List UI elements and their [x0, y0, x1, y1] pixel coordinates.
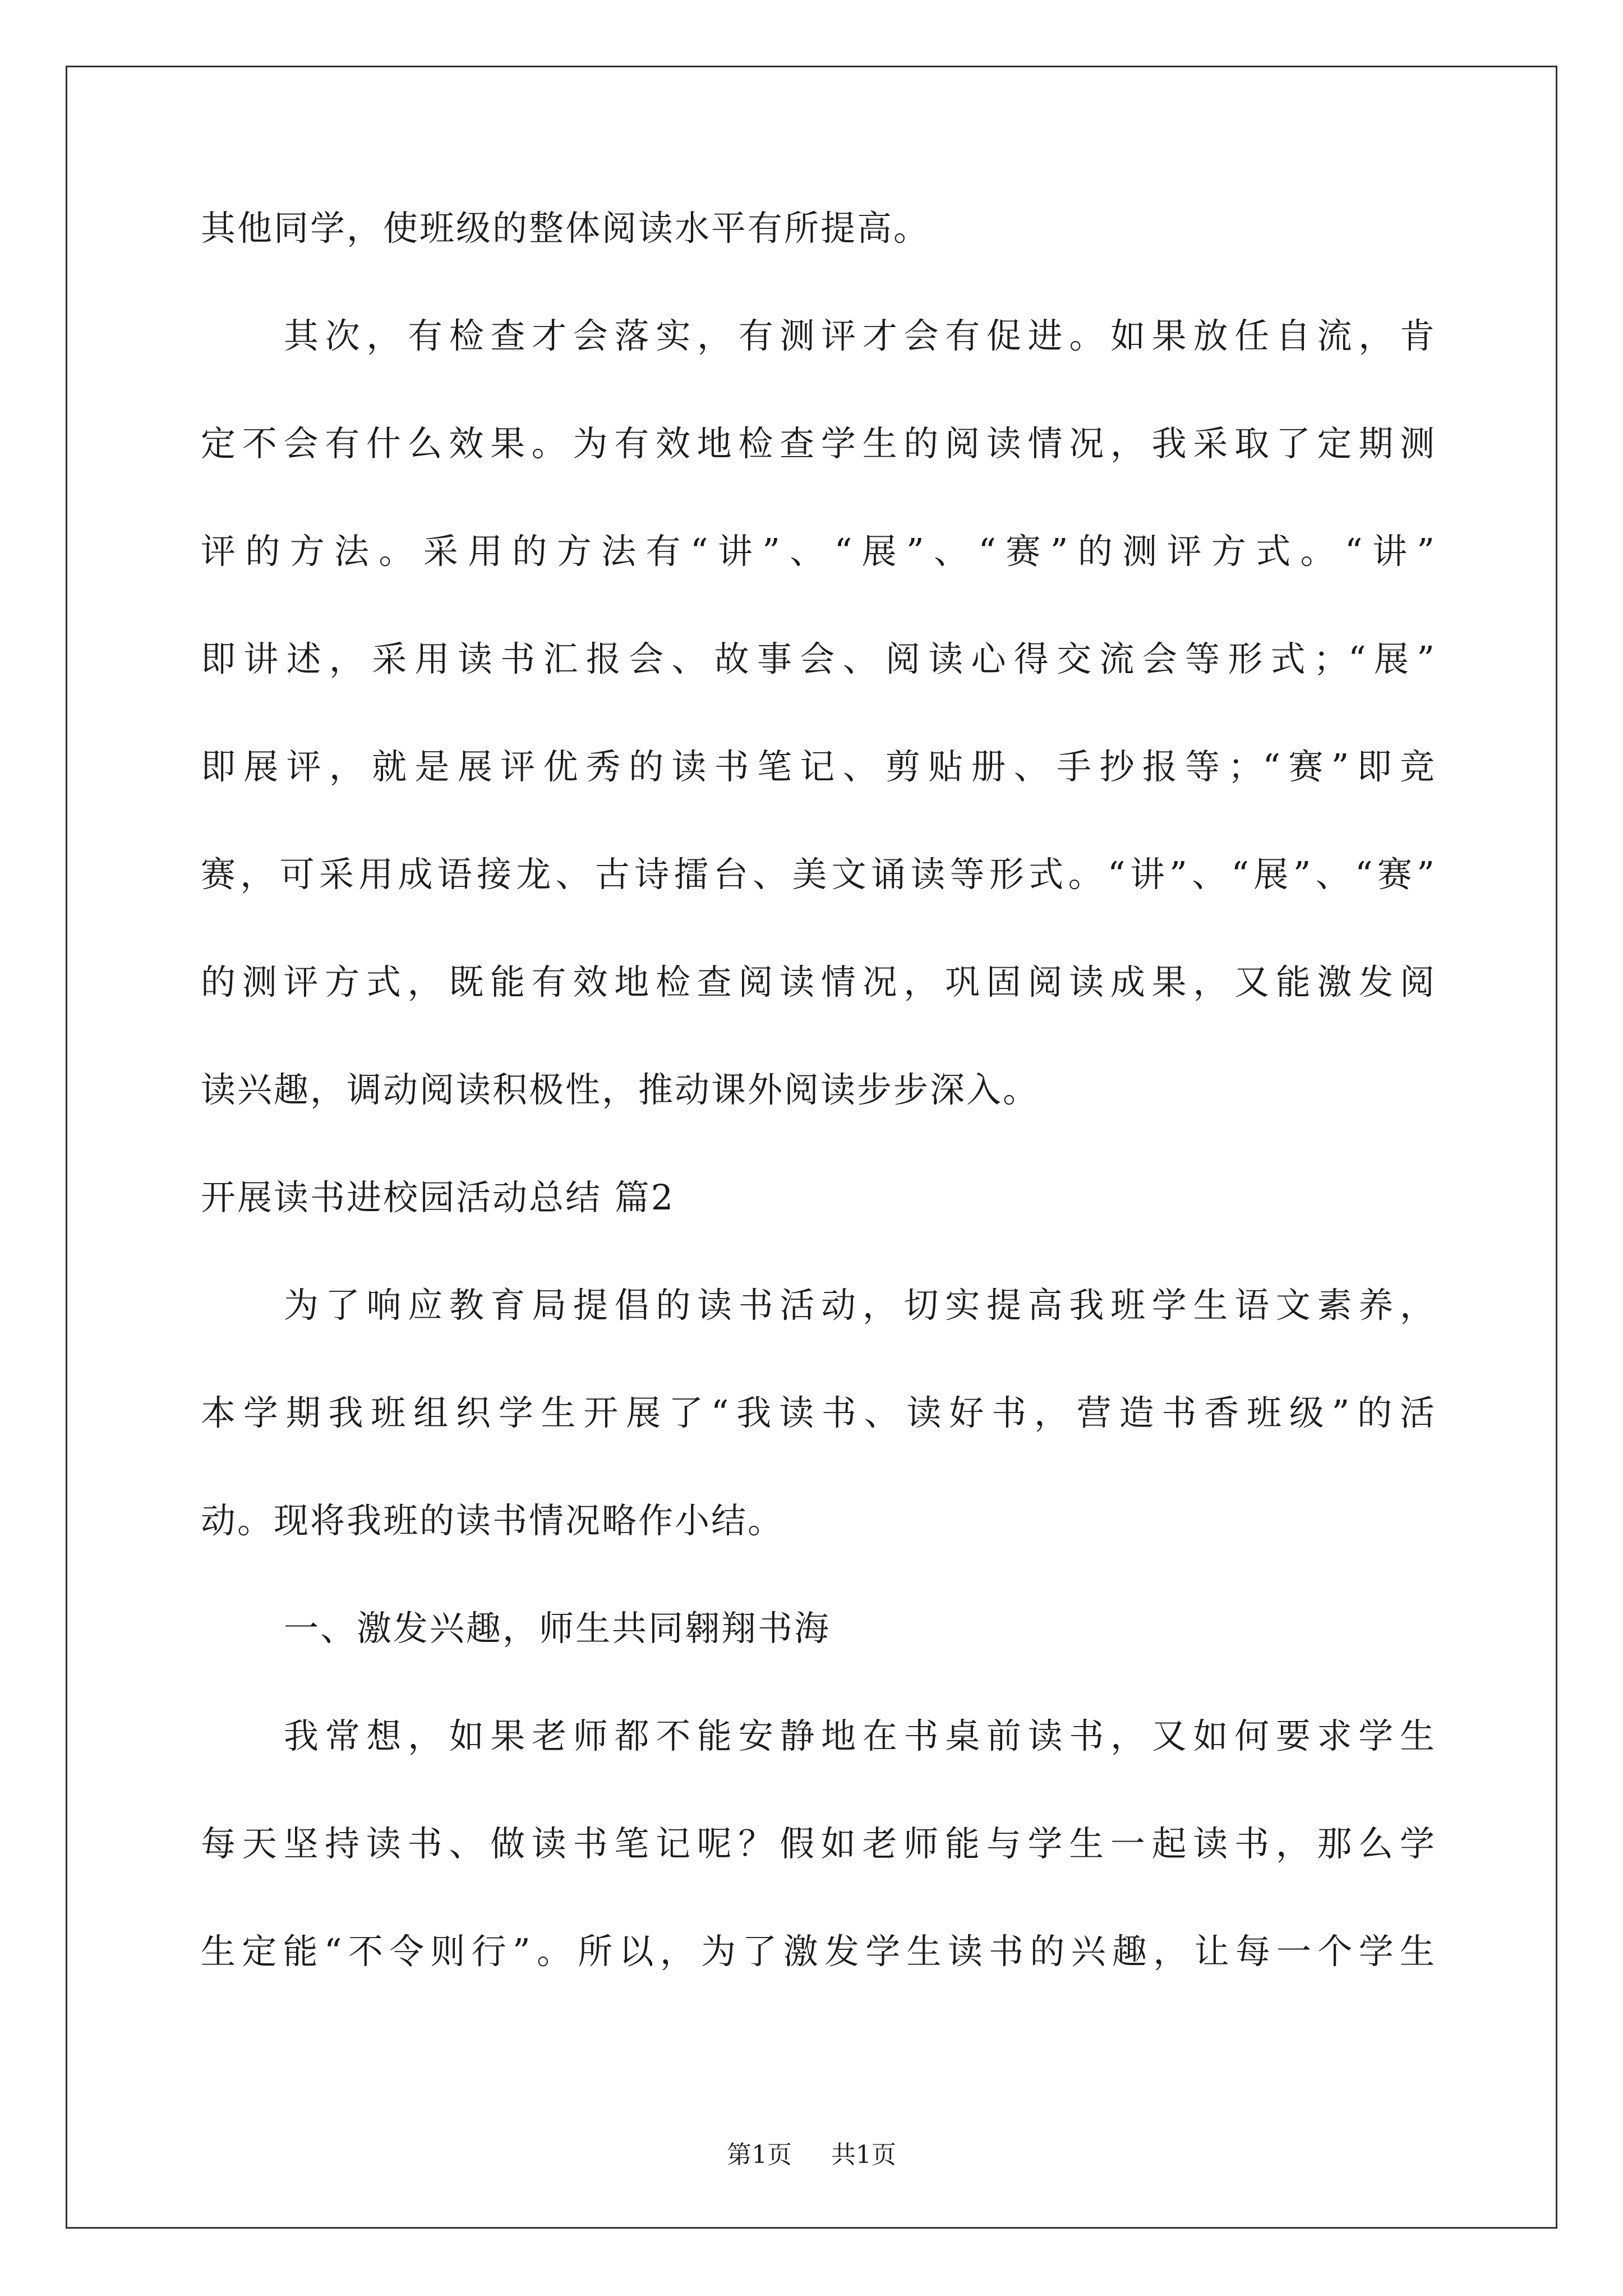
text-line: 生定能“不令则行”。所以，为了激发学生读书的兴趣，让每一个学生 [201, 1931, 1435, 1972]
text-line: 即展评，就是展评优秀的读书笔记、剪贴册、手抄报等；“赛”即竞 [201, 746, 1435, 787]
text-line: 其他同学，使班级的整体阅读水平有所提高。 [201, 208, 930, 249]
text-line: 读兴趣，调动阅读积极性，推动课外阅读步步深入。 [201, 1069, 1040, 1110]
page-footer [0, 2134, 1623, 2170]
text-line: 评的方法。采用的方法有“讲”、“展”、“赛”的测评方式。“讲” [201, 531, 1435, 572]
text-line: 本学期我班组织学生开展了“我读书、读好书，营造书香班级”的活 [201, 1392, 1435, 1433]
document-body [201, 208, 1435, 2042]
text-line: 每天坚持读书、做读书笔记呢？假如老师能与学生一起读书，那么学 [201, 1823, 1435, 1864]
text-line: 其次，有检查才会落实，有测评才会有促进。如果放任自流，肯 [284, 315, 1435, 356]
text-line: 定不会有什么效果。为有效地检查学生的阅读情况，我采取了定期测 [201, 423, 1435, 464]
text-line: 赛，可采用成语接龙、古诗擂台、美文诵读等形式。“讲”、“展”、“赛” [201, 854, 1435, 895]
subsection-heading: 一、激发兴趣，师生共同翱翔书海 [284, 1608, 831, 1649]
page-total: 共1页 [831, 2141, 896, 2169]
text-line: 为了响应教育局提倡的读书活动，切实提高我班学生语文素养， [284, 1285, 1435, 1326]
text-line: 的测评方式，既能有效地检查阅读情况，巩固阅读成果，又能激发阅 [201, 961, 1435, 1002]
page-number: 第1页 [727, 2141, 792, 2169]
text-line: 动。现将我班的读书情况略作小结。 [201, 1500, 785, 1541]
text-line: 我常想，如果老师都不能安静地在书桌前读书，又如何要求学生 [284, 1715, 1435, 1756]
section-heading: 开展读书进校园活动总结 篇2 [201, 1177, 675, 1218]
text-line: 即讲述，采用读书汇报会、故事会、阅读心得交流会等形式；“展” [201, 638, 1435, 679]
